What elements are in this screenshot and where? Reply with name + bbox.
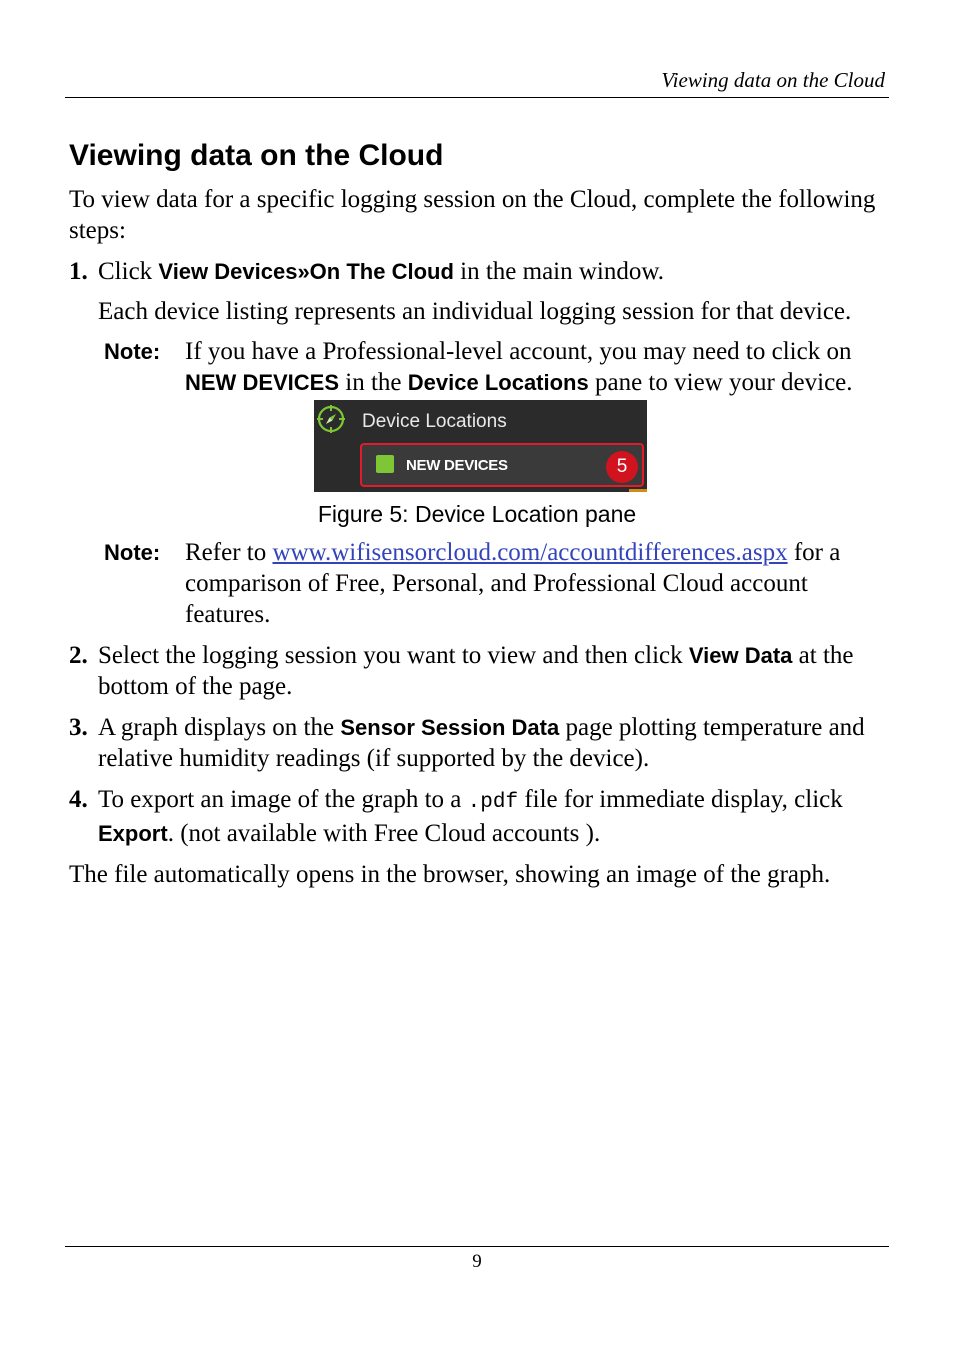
step-text: page plotting temperature and relative humidity readings (if supported by the device).: [98, 714, 865, 772]
step-text: . (not available with Free Cloud accounts ).: [167, 820, 601, 847]
scroll-accent: [629, 489, 647, 492]
step-3: [69, 712, 889, 774]
ui-term-sensor-session-data: Sensor Session Data: [340, 715, 560, 740]
header-rule: [65, 97, 889, 98]
step-4: [69, 784, 889, 849]
status-square-icon: [376, 455, 394, 473]
figure-caption: Figure 5: Device Location pane: [317, 501, 637, 527]
menu-path: View Devices»On The Cloud: [158, 259, 454, 284]
compass-icon: [317, 405, 345, 433]
step-1-body: Each device listing represents an individual logging session for that device.: [98, 298, 852, 325]
step-text: To export an image of the graph to a: [98, 786, 468, 813]
page-number: 9: [472, 1251, 482, 1272]
page-title: Viewing data on the Cloud: [69, 139, 444, 172]
pane-title: Device Locations: [362, 411, 507, 432]
step-text: file for immediate display, click: [518, 786, 843, 813]
note-label: Note:: [104, 540, 161, 565]
note-account-differences: [69, 537, 889, 630]
note-text: Refer to: [185, 539, 273, 566]
step-text: Click: [98, 258, 159, 285]
step-text: at the bottom of the page.: [98, 642, 854, 700]
note-text: in the: [339, 369, 408, 396]
step-number: 3.: [69, 714, 88, 741]
step-2: [69, 640, 889, 702]
device-locations-figure: [314, 400, 647, 492]
intro-paragraph: To view data for a specific logging session on the Cloud, complete the following steps:: [69, 186, 876, 244]
page-content: [69, 138, 889, 890]
step-number: 4.: [69, 786, 88, 813]
step-text: in the main window.: [453, 258, 665, 285]
account-differences-link[interactable]: www.wifisensorcloud.com/accountdifferences.aspx: [272, 539, 788, 566]
file-extension: .pdf: [467, 791, 519, 814]
new-devices-label: NEW DEVICES: [406, 457, 508, 474]
note-text: If you have a Professional-level account, you may need to click on: [185, 338, 852, 365]
new-devices-row[interactable]: [360, 443, 644, 487]
step-number: 2.: [69, 642, 88, 669]
ui-term-view-data: View Data: [688, 643, 793, 668]
closing-paragraph: The file automatically opens in the browser, showing an image of the graph.: [69, 861, 831, 888]
step-text: Select the logging session you want to view and then click: [98, 642, 689, 669]
step-text: A graph displays on the: [98, 714, 341, 741]
ui-term-device-locations: Device Locations: [407, 370, 589, 395]
footer-rule: [65, 1246, 889, 1247]
ui-term-new-devices: NEW DEVICES: [185, 370, 340, 395]
note-text: pane to view your device.: [588, 369, 853, 396]
ui-term-export: Export: [98, 821, 168, 846]
note-label: Note:: [104, 339, 161, 364]
running-header: Viewing data on the Cloud: [661, 68, 885, 92]
count-badge: 5: [606, 451, 638, 483]
note-text: for a comparison of Free, Personal, and Professional Cloud account features.: [185, 539, 841, 628]
note-professional: [69, 336, 889, 398]
step-number: 1.: [69, 258, 88, 285]
step-1: [69, 256, 889, 287]
